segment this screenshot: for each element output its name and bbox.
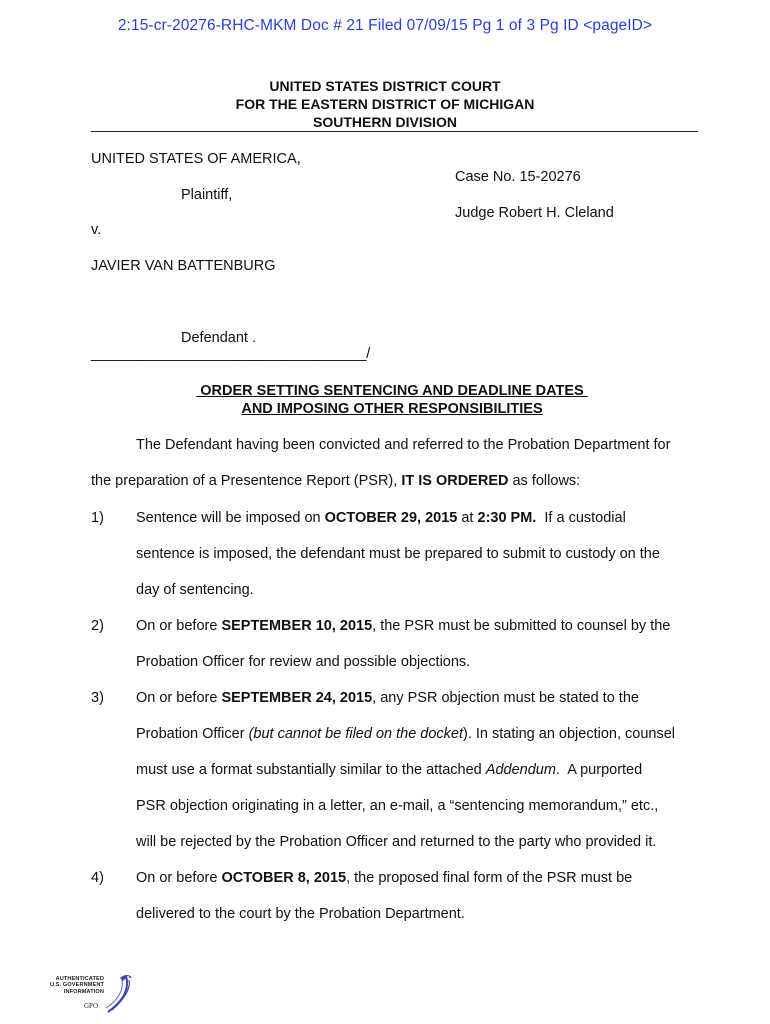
- item-3-number: 3): [91, 690, 104, 706]
- item-1-line-3: day of sentencing.: [136, 582, 254, 598]
- caption-signature-line: ___________________________________/: [91, 346, 371, 362]
- case-number: Case No. 15-20276: [455, 169, 581, 185]
- ordered-emphasis: IT IS ORDERED: [401, 473, 509, 489]
- item-1-line-2: sentence is imposed, the defendant must be prepared to submit to custody on the: [136, 546, 660, 562]
- item-4-line-2: delivered to the court by the Probation Department.: [136, 906, 465, 922]
- item-3-line-3: must use a format substantially similar to the attached Addendum. A purported: [136, 762, 643, 778]
- heading-divider: [91, 131, 698, 132]
- order-title: ORDER SETTING SENTENCING AND DEADLINE DATES: [196, 383, 588, 399]
- judge-name: Judge Robert H. Cleland: [455, 205, 614, 221]
- court-district: FOR THE EASTERN DISTRICT OF MICHIGAN: [235, 96, 535, 112]
- item-2-line-2: Probation Officer for review and possible objections.: [136, 654, 471, 670]
- versus: v.: [91, 222, 102, 238]
- gpo-authentication-seal: [44, 972, 134, 1020]
- eagle-icon: [104, 972, 134, 1016]
- item-1-number: 1): [91, 510, 104, 526]
- gpo-seal-text: AUTHENTICATED U.S. GOVERNMENT INFORMATION: [49, 976, 104, 995]
- intro-line-1: The Defendant having been convicted and referred to the Probation Department for: [136, 437, 671, 453]
- gpo-mark: GPO: [84, 1002, 99, 1010]
- item-2-line-1: On or before SEPTEMBER 10, 2015, the PSR must be submitted to counsel by the: [136, 618, 671, 634]
- court-name: UNITED STATES DISTRICT COURT: [269, 78, 501, 94]
- item-3-line-1: On or before SEPTEMBER 24, 2015, any PSR objection must be stated to the: [136, 690, 639, 706]
- plaintiff-role: Plaintiff,: [181, 187, 233, 203]
- item-4-line-1: On or before OCTOBER 8, 2015, the proposed final form of the PSR must be: [136, 870, 633, 886]
- order-subtitle: AND IMPOSING OTHER RESPONSIBILITIES: [241, 401, 543, 417]
- item-2-number: 2): [91, 618, 104, 634]
- item-3-line-5: will be rejected by the Probation Officer and returned to the party who provided it.: [136, 834, 657, 850]
- intro-line-2: the preparation of a Presentence Report (PSR), IT IS ORDERED as follows:: [91, 473, 581, 489]
- plaintiff-name: UNITED STATES OF AMERICA,: [91, 151, 301, 167]
- defendant-role: Defendant .: [181, 330, 256, 346]
- defendant-name: JAVIER VAN BATTENBURG: [91, 258, 276, 274]
- filing-stamp: 2:15-cr-20276-RHC-MKM Doc # 21 Filed 07/09/15 Pg 1 of 3 Pg ID <pageID>: [117, 17, 653, 34]
- item-4-number: 4): [91, 870, 104, 886]
- item-3-line-2: Probation Officer (but cannot be filed on the docket). In stating an objection, counsel: [136, 726, 676, 742]
- item-3-line-4: PSR objection originating in a letter, an e-mail, a “sentencing memorandum,” etc.,: [136, 798, 659, 814]
- court-division: SOUTHERN DIVISION: [313, 114, 457, 130]
- item-1-line-1: Sentence will be imposed on OCTOBER 29, 2015 at 2:30 PM. If a custodial: [136, 510, 626, 526]
